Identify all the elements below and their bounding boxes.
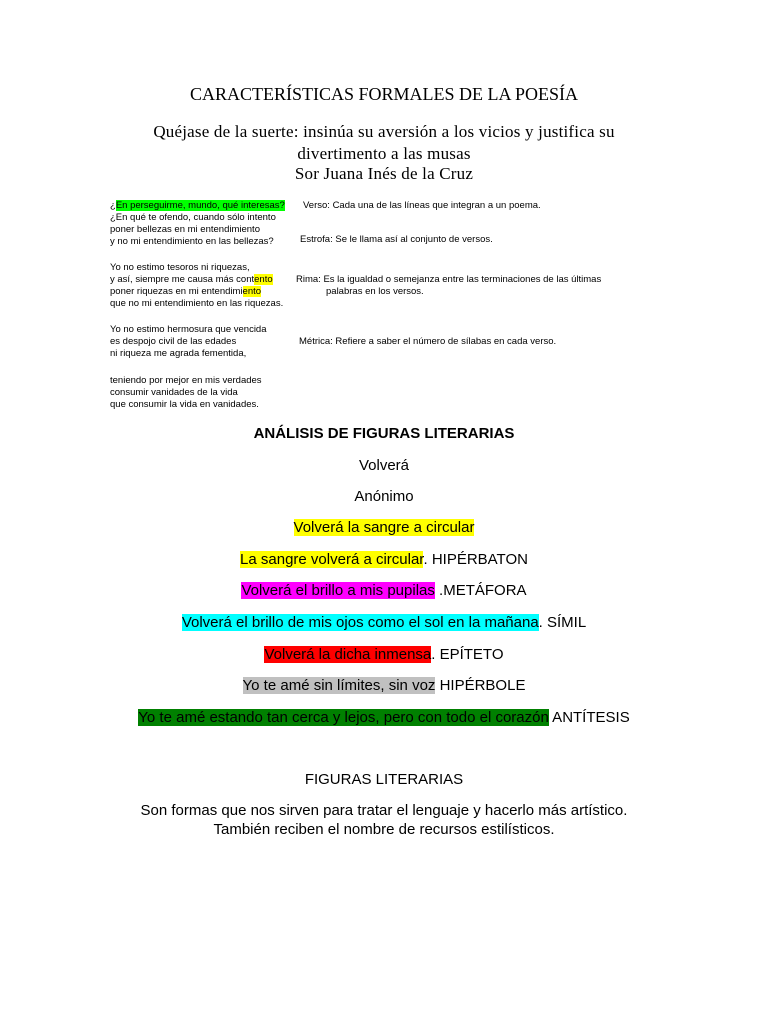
figure-example: Volverá el brillo a mis pupilas <box>241 582 435 599</box>
definition-metrica: Métrica: Refiere a saber el número de sílabas en cada verso. <box>299 336 557 347</box>
poem-line: y no mi entendimiento en las bellezas? <box>110 236 274 247</box>
poem-line: que no mi entendimiento en las riquezas. <box>110 298 284 309</box>
poem-line-text: poner riquezas en mi entendimi <box>110 286 243 297</box>
figure-example: Yo te amé estando tan cerca y lejos, pero con todo el corazón <box>138 709 549 726</box>
poem-line: consumir vanidades de la vida <box>110 387 238 398</box>
analysis-poem-author: Anónimo <box>354 488 414 505</box>
figure-example: Volverá la sangre a circular <box>293 519 475 536</box>
figure-label: . HIPÉRBATON <box>423 551 528 568</box>
figure-line <box>0 614 768 632</box>
figure-label: ANTÍTESIS <box>548 709 630 726</box>
figure-label: HIPÉRBOLE <box>435 677 526 694</box>
figure-line <box>0 551 768 569</box>
highlighted-verse: En perseguirme, mundo, qué interesas? <box>115 200 285 211</box>
definition-rima-continued: palabras en los versos. <box>326 286 424 297</box>
poem-stanza <box>110 375 262 411</box>
definition-rima: Rima: Es la igualdad o semejanza entre las terminaciones de las últimas <box>296 274 602 285</box>
figuras-heading: FIGURAS LITERARIAS <box>304 771 464 788</box>
analysis-heading: ANÁLISIS DE FIGURAS LITERARIAS <box>253 425 515 442</box>
poem-line: ¿En qué te ofendo, cuando sólo intento <box>110 212 276 223</box>
poem-line <box>110 286 283 298</box>
figure-label: . EPÍTETO <box>431 646 504 663</box>
poem-line: Yo no estimo tesoros ni riquezas, <box>110 262 250 273</box>
poem-line-text: y así, siempre me causa más cont <box>110 274 255 285</box>
poem-stanza <box>110 262 283 310</box>
figure-line <box>0 677 768 695</box>
poem-author: Sor Juana Inés de la Cruz <box>294 164 474 183</box>
rhyme-highlight: ento <box>254 274 273 285</box>
rhyme-highlight: ento <box>242 286 262 297</box>
poem-line <box>110 274 283 286</box>
figure-line <box>0 582 768 600</box>
analysis-poem-title: Volverá <box>358 457 410 474</box>
poem-line: que consumir la vida en vanidades. <box>110 399 259 410</box>
poem-line: es despojo civil de las edades <box>110 336 237 347</box>
figure-example: Volverá la dicha inmensa <box>264 646 432 663</box>
figure-label: .METÁFORA <box>434 582 527 599</box>
figure-label: . SÍMIL <box>538 614 587 631</box>
poem-line <box>110 200 285 212</box>
poem-line: ni riqueza me agrada fementida, <box>110 348 247 359</box>
figure-line <box>0 519 768 537</box>
definition-estrofa: Estrofa: Se le llama así al conjunto de versos. <box>300 234 493 245</box>
figure-line <box>0 646 768 664</box>
definition-verso: Verso: Cada una de las líneas que integran a un poema. <box>303 200 541 211</box>
poem-stanza <box>110 324 267 360</box>
figure-example: Yo te amé sin límites, sin voz <box>242 677 436 694</box>
figure-example: La sangre volverá a circular <box>240 551 424 568</box>
poem-line: poner bellezas en mi entendimiento <box>110 224 260 235</box>
figure-example: Volverá el brillo de mis ojos como el sol en la mañana <box>181 614 539 631</box>
figuras-definition-line1: Son formas que nos sirven para tratar el lenguaje y hacerlo más artístico. <box>140 802 628 819</box>
figure-line <box>0 709 768 727</box>
document-title: CARACTERÍSTICAS FORMALES DE LA POESÍA <box>189 84 579 104</box>
poem-stanza <box>110 200 285 248</box>
poem-subtitle-line2: divertimento a las musas <box>297 144 471 163</box>
poem-line: teniendo por mejor en mis verdades <box>110 375 262 386</box>
poem-line-prefix: ¿ <box>110 200 116 211</box>
figuras-definition-line2: También reciben el nombre de recursos estilísticos. <box>213 821 555 838</box>
poem-line: Yo no estimo hermosura que vencida <box>110 324 267 335</box>
poem-subtitle-line1: Quéjase de la suerte: insinúa su aversión a los vicios y justifica su <box>153 122 615 141</box>
